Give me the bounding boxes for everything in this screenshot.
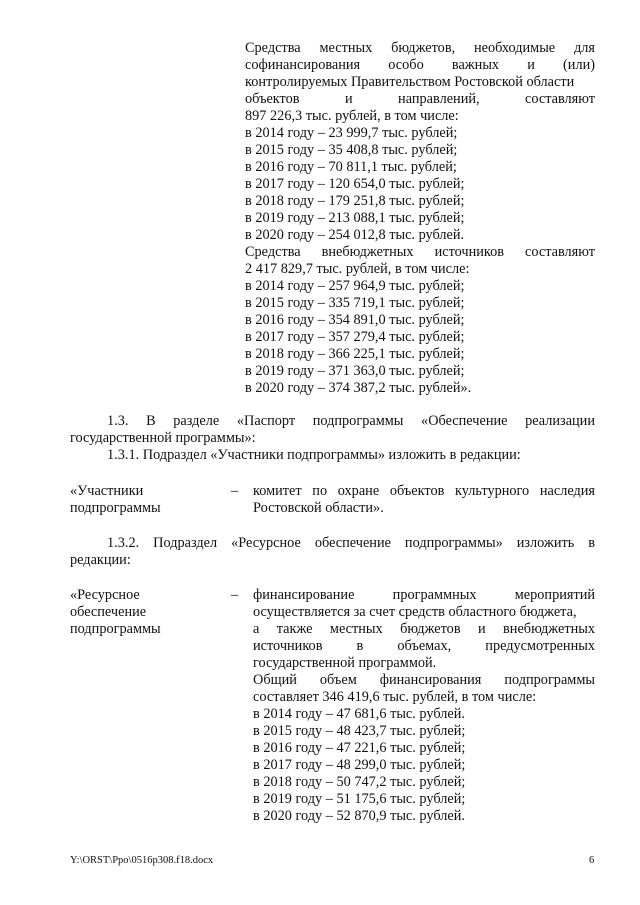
year-line: в 2019 году – 213 088,1 тыс. рублей; (245, 210, 465, 226)
year-line: в 2018 году – 179 251,8 тыс. рублей; (245, 193, 465, 209)
participants-dash: – (231, 483, 239, 499)
text-line: контролируемых Правительством Ростовской области (245, 74, 575, 90)
resources-text-line: источников в объемах, предусмотренных (253, 638, 595, 654)
resources-text-line: государственной программой. (253, 655, 437, 671)
participants-value: комитет по охране объектов культурного наследия (253, 483, 595, 499)
text-line: 2 417 829,7 тыс. рублей, в том числе: (245, 261, 470, 277)
section-1-3-heading-cont: государственной программы»: (70, 430, 256, 446)
year-line: в 2018 году – 366 225,1 тыс. рублей; (245, 346, 465, 362)
year-line: в 2014 году – 257 964,9 тыс. рублей; (245, 278, 465, 294)
resources-text-line: осуществляется за счет средств областного бюджета, (253, 604, 577, 620)
year-line: в 2016 году – 354 891,0 тыс. рублей; (245, 312, 465, 328)
resources-text-line: Общий объем финансирования подпрограммы (253, 672, 595, 688)
section-1-3-2-heading-cont: редакции: (70, 552, 131, 568)
year-line: в 2014 году – 47 681,6 тыс. рублей. (253, 706, 465, 722)
resources-text-line: финансирование программных мероприятий (253, 587, 595, 603)
text-line: Средства местных бюджетов, необходимые для (245, 40, 595, 56)
year-line: в 2020 году – 52 870,9 тыс. рублей. (253, 808, 465, 824)
text-line: 897 226,3 тыс. рублей, в том числе: (245, 108, 459, 124)
year-line: в 2015 году – 335 719,1 тыс. рублей; (245, 295, 465, 311)
year-line: в 2019 году – 51 175,6 тыс. рублей; (253, 791, 466, 807)
section-1-3-heading: 1.3. В разделе «Паспорт подпрограммы «Обеспечение реализации (107, 413, 595, 429)
text-line: объектов и направлений, составляют (245, 91, 595, 107)
participants-value: Ростовской области». (253, 500, 384, 516)
resources-text-line: а также местных бюджетов и внебюджетных (253, 621, 595, 637)
participants-label: «Участники (70, 483, 144, 499)
text-line: Средства внебюджетных источников составляют (245, 244, 595, 260)
year-line: в 2017 году – 357 279,4 тыс. рублей; (245, 329, 465, 345)
section-1-3-1-heading: 1.3.1. Подраздел «Участники подпрограммы» изложить в редакции: (107, 447, 521, 463)
year-line: в 2020 году – 254 012,8 тыс. рублей. (245, 227, 465, 243)
year-line: в 2015 году – 35 408,8 тыс. рублей; (245, 142, 458, 158)
text-line: софинансирования особо важных и (или) (245, 57, 595, 73)
year-line: в 2020 году – 374 387,2 тыс. рублей». (245, 380, 472, 396)
section-1-3-2-heading: 1.3.2. Подраздел «Ресурсное обеспечение подпрограммы» изложить в (107, 535, 595, 551)
resources-dash: – (231, 587, 239, 603)
year-line: в 2018 году – 50 747,2 тыс. рублей; (253, 774, 466, 790)
resources-label: подпрограммы (70, 621, 161, 637)
page-number: 6 (589, 855, 595, 866)
year-line: в 2017 году – 48 299,0 тыс. рублей; (253, 757, 466, 773)
resources-label: «Ресурсное (70, 587, 140, 603)
year-line: в 2014 году – 23 999,7 тыс. рублей; (245, 125, 458, 141)
year-line: в 2016 году – 70 811,1 тыс. рублей; (245, 159, 457, 175)
footer-file-path: Y:\ORST\Ppo\0516p308.f18.docx (70, 855, 214, 866)
year-line: в 2015 году – 48 423,7 тыс. рублей; (253, 723, 466, 739)
year-line: в 2016 году – 47 221,6 тыс. рублей; (253, 740, 466, 756)
year-line: в 2017 году – 120 654,0 тыс. рублей; (245, 176, 465, 192)
participants-label: подпрограммы (70, 500, 161, 516)
resources-text-line: составляет 346 419,6 тыс. рублей, в том числе: (253, 689, 537, 705)
year-line: в 2019 году – 371 363,0 тыс. рублей; (245, 363, 465, 379)
resources-label: обеспечение (70, 604, 147, 620)
